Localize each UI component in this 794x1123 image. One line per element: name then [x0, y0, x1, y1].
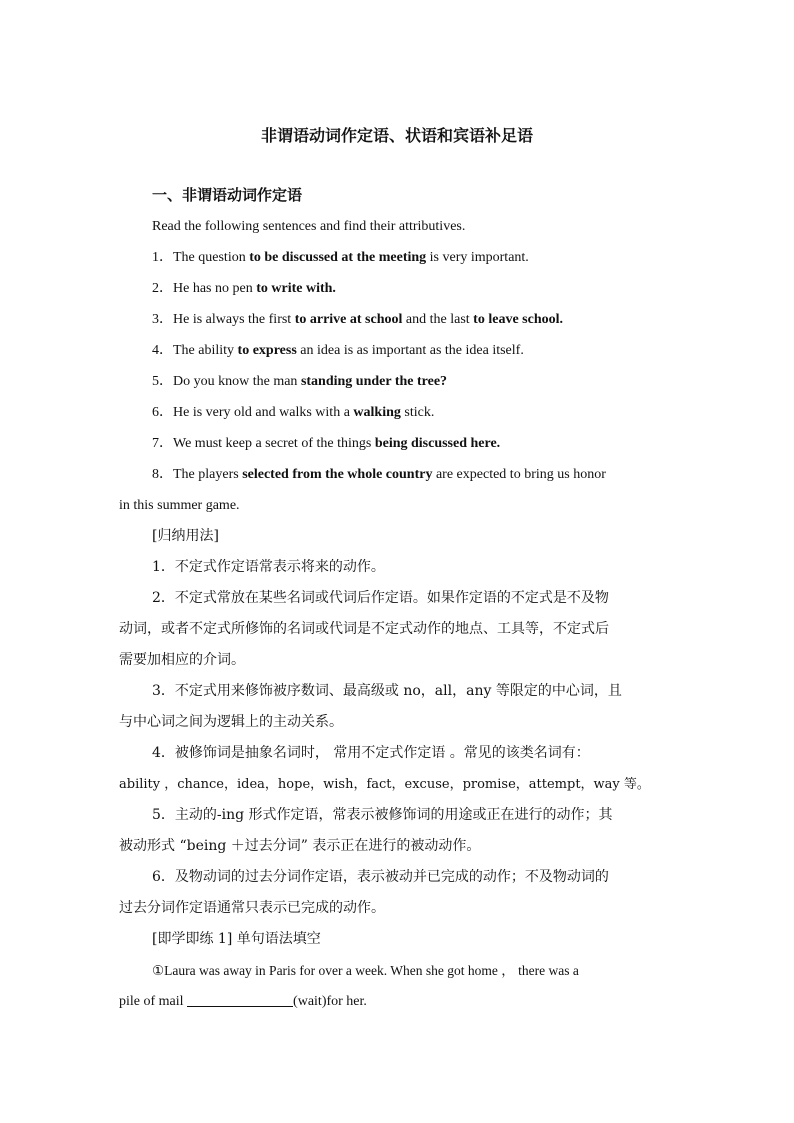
usage-point-5-line-2: 被动形式 “being ＋过去分词” 表示正在进行的被动动作。: [119, 838, 481, 854]
usage-point-2: 2．不定式常放在某些名词或代词后作定语。如果作定语的不定式是不及物: [152, 590, 609, 606]
usage-point-5: 5．主动的-ing 形式作定语，常表示被修饰词的用途或正在进行的动作；其: [152, 807, 613, 823]
document-body: [119, 180, 675, 1017]
exercise-question-1-line-2: pile of mail (wait)for her.: [119, 994, 367, 1009]
section-intro: Read the following sentences and find their attributives.: [152, 219, 466, 234]
example-8-continued: in this summer game.: [119, 498, 240, 513]
usage-point-6-line-2: 过去分词作定语通常只表示已完成的动作。: [119, 900, 385, 916]
example-3: 3．He is always the first to arrive at school and the last to leave school.: [152, 312, 563, 327]
usage-point-1: 1．不定式作定语常表示将来的动作。: [152, 559, 385, 575]
usage-point-4-line-2: ability ，chance，idea，hope，wish，fact，excuse，promise，attempt，way 等。: [119, 777, 650, 792]
usage-point-4: 4．被修饰词是抽象名词时， 常用不定式作定语 。常见的该类名词有：: [152, 745, 590, 761]
example-4: 4．The ability to express an idea is as important as the idea itself.: [152, 343, 524, 358]
exercise-question-1: ①Laura was away in Paris for over a week. When she got home ， there was a: [152, 963, 579, 978]
answer-blank[interactable]: [187, 992, 293, 1007]
usage-point-2-line-3: 需要加相应的介词。: [119, 652, 245, 668]
usage-point-3: 3．不定式用来修饰被序数词、最高级或 no，all，any 等限定的中心词，且: [152, 683, 622, 699]
example-5: 5．Do you know the man standing under the tree?: [152, 374, 448, 389]
page-title: 非谓语动词作定语、状语和宾语补足语: [260, 126, 533, 145]
exercise-heading: [即学即练 1] 单句语法填空: [152, 931, 321, 947]
example-1: 1．The question to be discussed at the meeting is very important.: [152, 250, 529, 265]
usage-point-3-line-2: 与中心词之间为逻辑上的主动关系。: [119, 714, 343, 730]
example-8: 8．The players selected from the whole country are expected to bring us honor: [152, 467, 606, 482]
usage-point-6: 6．及物动词的过去分词作定语，表示被动并已完成的动作；不及物动词的: [152, 869, 609, 885]
section-heading: 一、非谓语动词作定语: [152, 186, 303, 204]
example-2: 2．He has no pen to write with.: [152, 281, 336, 296]
example-6: 6．He is very old and walks with a walking stick.: [152, 405, 435, 420]
usage-heading: [归纳用法]: [152, 528, 219, 544]
example-7: 7．We must keep a secret of the things being discussed here.: [152, 436, 501, 451]
usage-point-2-line-2: 动词，或者不定式所修饰的名词或代词是不定式动作的地点、工具等，不定式后: [119, 621, 609, 637]
